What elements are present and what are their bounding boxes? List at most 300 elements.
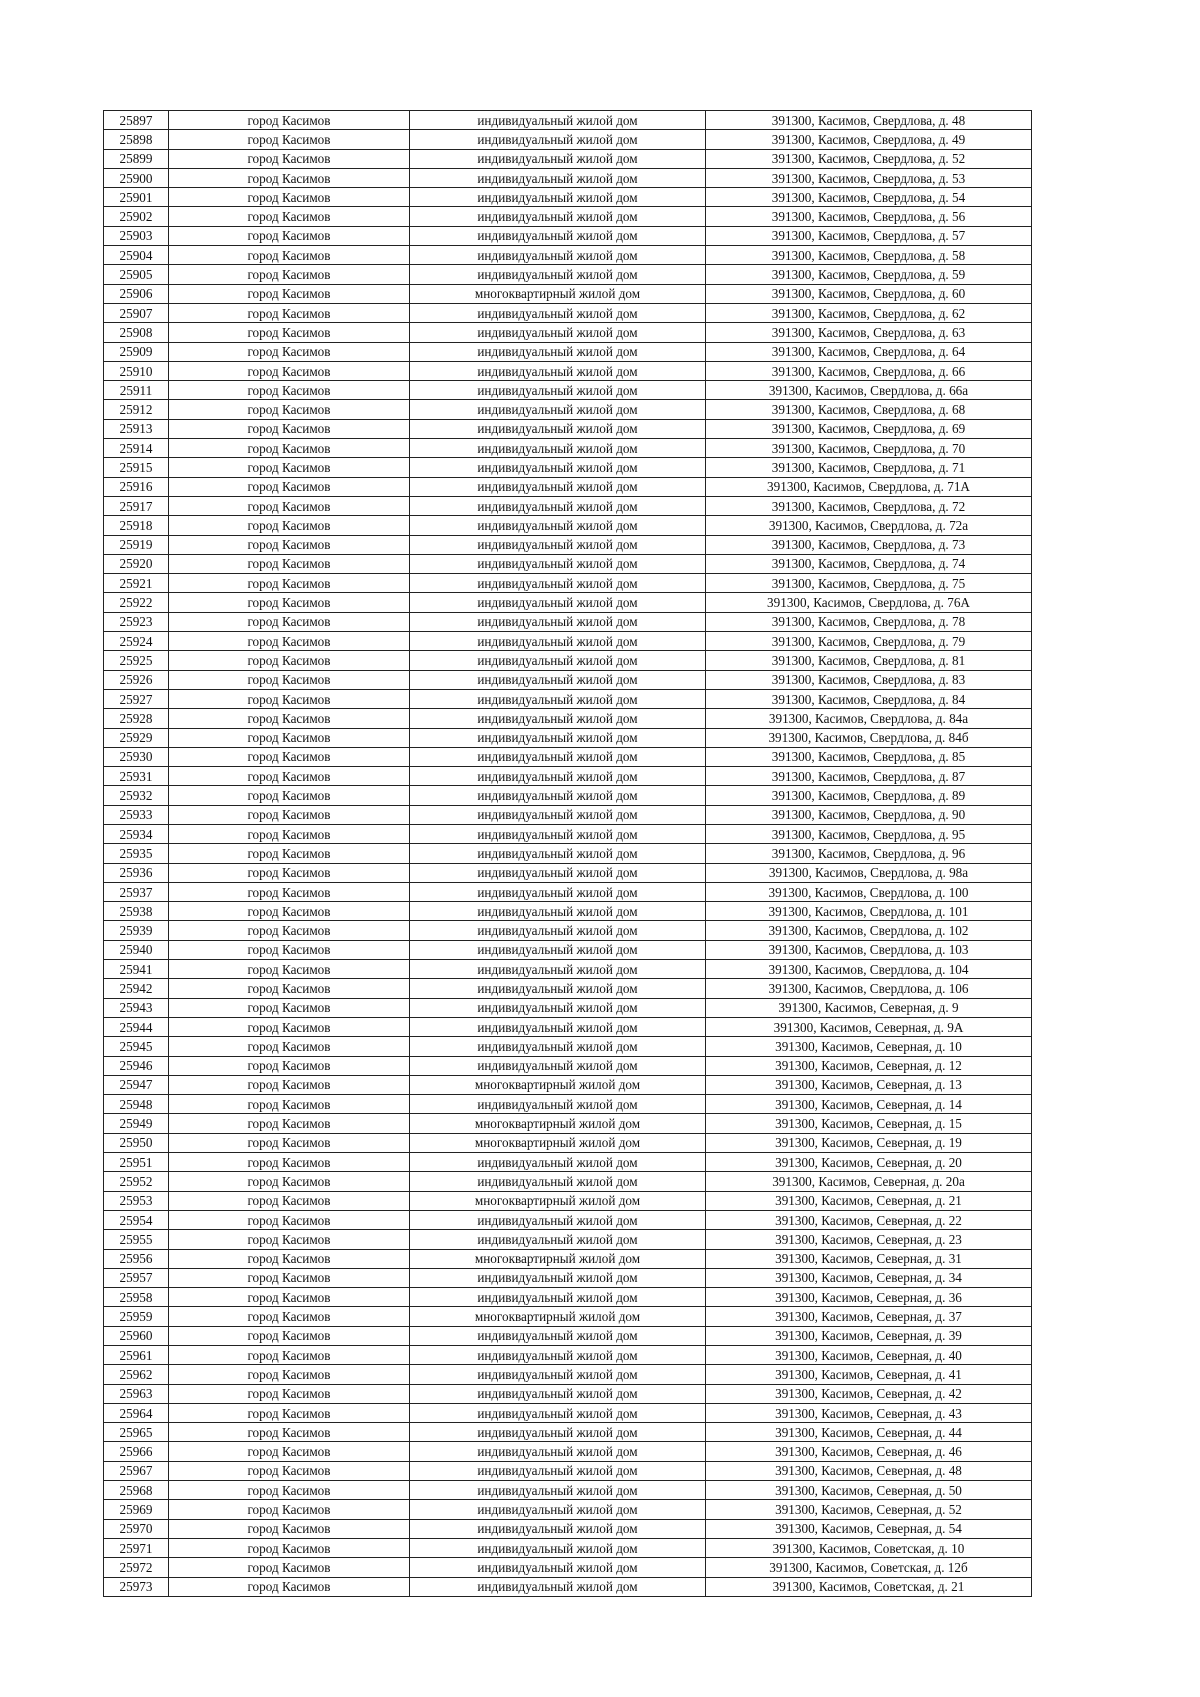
settlement-cell: город Касимов bbox=[169, 1365, 410, 1384]
building-type-cell: индивидуальный жилой дом bbox=[410, 458, 706, 477]
record-number-cell: 25956 bbox=[104, 1249, 169, 1268]
building-type-cell: индивидуальный жилой дом bbox=[410, 439, 706, 458]
table-row bbox=[104, 439, 1032, 458]
record-number-cell: 25952 bbox=[104, 1172, 169, 1191]
record-number-cell: 25907 bbox=[104, 303, 169, 322]
address-cell: 391300, Касимов, Северная, д. 21 bbox=[706, 1191, 1032, 1210]
address-cell: 391300, Касимов, Свердлова, д. 58 bbox=[706, 246, 1032, 265]
record-number-cell: 25938 bbox=[104, 902, 169, 921]
table-row bbox=[104, 1114, 1032, 1133]
table-row bbox=[104, 535, 1032, 554]
building-type-cell: индивидуальный жилой дом bbox=[410, 689, 706, 708]
address-cell: 391300, Касимов, Свердлова, д. 72 bbox=[706, 496, 1032, 515]
record-number-cell: 25958 bbox=[104, 1288, 169, 1307]
record-number-cell: 25946 bbox=[104, 1056, 169, 1075]
record-number-cell: 25935 bbox=[104, 844, 169, 863]
table-row bbox=[104, 477, 1032, 496]
table-row bbox=[104, 960, 1032, 979]
address-cell: 391300, Касимов, Свердлова, д. 87 bbox=[706, 767, 1032, 786]
building-type-cell: многоквартирный жилой дом bbox=[410, 1133, 706, 1152]
record-number-cell: 25932 bbox=[104, 786, 169, 805]
building-type-cell: индивидуальный жилой дом bbox=[410, 747, 706, 766]
settlement-cell: город Касимов bbox=[169, 863, 410, 882]
record-number-cell: 25925 bbox=[104, 651, 169, 670]
table-row bbox=[104, 342, 1032, 361]
settlement-cell: город Касимов bbox=[169, 1095, 410, 1114]
address-cell: 391300, Касимов, Свердлова, д. 59 bbox=[706, 265, 1032, 284]
record-number-cell: 25942 bbox=[104, 979, 169, 998]
record-number-cell: 25900 bbox=[104, 168, 169, 187]
record-number-cell: 25969 bbox=[104, 1500, 169, 1519]
table-row bbox=[104, 361, 1032, 380]
record-number-cell: 25928 bbox=[104, 709, 169, 728]
building-type-cell: индивидуальный жилой дом bbox=[410, 728, 706, 747]
record-number-cell: 25955 bbox=[104, 1230, 169, 1249]
address-cell: 391300, Касимов, Северная, д. 12 bbox=[706, 1056, 1032, 1075]
building-type-cell: индивидуальный жилой дом bbox=[410, 265, 706, 284]
settlement-cell: город Касимов bbox=[169, 1153, 410, 1172]
address-cell: 391300, Касимов, Северная, д. 48 bbox=[706, 1461, 1032, 1480]
address-cell: 391300, Касимов, Свердлова, д. 100 bbox=[706, 882, 1032, 901]
record-number-cell: 25970 bbox=[104, 1519, 169, 1538]
building-type-cell: индивидуальный жилой дом bbox=[410, 1210, 706, 1229]
building-type-cell: индивидуальный жилой дом bbox=[410, 1384, 706, 1403]
table-row bbox=[104, 207, 1032, 226]
settlement-cell: город Касимов bbox=[169, 284, 410, 303]
settlement-cell: город Касимов bbox=[169, 921, 410, 940]
table-row bbox=[104, 709, 1032, 728]
record-number-cell: 25963 bbox=[104, 1384, 169, 1403]
settlement-cell: город Касимов bbox=[169, 767, 410, 786]
building-type-cell: индивидуальный жилой дом bbox=[410, 612, 706, 631]
table-row bbox=[104, 1133, 1032, 1152]
settlement-cell: город Касимов bbox=[169, 670, 410, 689]
address-cell: 391300, Касимов, Свердлова, д. 78 bbox=[706, 612, 1032, 631]
address-cell: 391300, Касимов, Свердлова, д. 95 bbox=[706, 824, 1032, 843]
settlement-cell: город Касимов bbox=[169, 149, 410, 168]
building-type-cell: индивидуальный жилой дом bbox=[410, 1577, 706, 1596]
table-row bbox=[104, 1442, 1032, 1461]
table-row bbox=[104, 188, 1032, 207]
record-number-cell: 25922 bbox=[104, 593, 169, 612]
building-type-cell: индивидуальный жилой дом bbox=[410, 381, 706, 400]
address-cell: 391300, Касимов, Северная, д. 9 bbox=[706, 998, 1032, 1017]
settlement-cell: город Касимов bbox=[169, 1056, 410, 1075]
settlement-cell: город Касимов bbox=[169, 651, 410, 670]
settlement-cell: город Касимов bbox=[169, 246, 410, 265]
table-row bbox=[104, 1481, 1032, 1500]
record-number-cell: 25904 bbox=[104, 246, 169, 265]
table-row bbox=[104, 1095, 1032, 1114]
building-type-cell: индивидуальный жилой дом bbox=[410, 1461, 706, 1480]
settlement-cell: город Касимов bbox=[169, 1075, 410, 1094]
address-cell: 391300, Касимов, Советская, д. 21 bbox=[706, 1577, 1032, 1596]
table-row bbox=[104, 1210, 1032, 1229]
address-cell: 391300, Касимов, Свердлова, д. 74 bbox=[706, 554, 1032, 573]
address-registry-table bbox=[103, 110, 1032, 1597]
address-cell: 391300, Касимов, Свердлова, д. 84 bbox=[706, 689, 1032, 708]
record-number-cell: 25959 bbox=[104, 1307, 169, 1326]
settlement-cell: город Касимов bbox=[169, 458, 410, 477]
address-cell: 391300, Касимов, Свердлова, д. 106 bbox=[706, 979, 1032, 998]
address-cell: 391300, Касимов, Свердлова, д. 79 bbox=[706, 632, 1032, 651]
building-type-cell: индивидуальный жилой дом bbox=[410, 1481, 706, 1500]
settlement-cell: город Касимов bbox=[169, 593, 410, 612]
address-cell: 391300, Касимов, Свердлова, д. 52 bbox=[706, 149, 1032, 168]
settlement-cell: город Касимов bbox=[169, 168, 410, 187]
record-number-cell: 25973 bbox=[104, 1577, 169, 1596]
settlement-cell: город Касимов bbox=[169, 1442, 410, 1461]
building-type-cell: индивидуальный жилой дом bbox=[410, 863, 706, 882]
settlement-cell: город Касимов bbox=[169, 496, 410, 515]
table-row bbox=[104, 689, 1032, 708]
address-cell: 391300, Касимов, Северная, д. 43 bbox=[706, 1403, 1032, 1422]
building-type-cell: индивидуальный жилой дом bbox=[410, 574, 706, 593]
table-row bbox=[104, 767, 1032, 786]
settlement-cell: город Касимов bbox=[169, 574, 410, 593]
address-cell: 391300, Касимов, Северная, д. 23 bbox=[706, 1230, 1032, 1249]
address-cell: 391300, Касимов, Свердлова, д. 75 bbox=[706, 574, 1032, 593]
building-type-cell: многоквартирный жилой дом bbox=[410, 1191, 706, 1210]
table-row bbox=[104, 882, 1032, 901]
building-type-cell: индивидуальный жилой дом bbox=[410, 477, 706, 496]
record-number-cell: 25950 bbox=[104, 1133, 169, 1152]
address-cell: 391300, Касимов, Северная, д. 46 bbox=[706, 1442, 1032, 1461]
building-type-cell: индивидуальный жилой дом bbox=[410, 805, 706, 824]
address-cell: 391300, Касимов, Свердлова, д. 56 bbox=[706, 207, 1032, 226]
address-cell: 391300, Касимов, Северная, д. 37 bbox=[706, 1307, 1032, 1326]
record-number-cell: 25957 bbox=[104, 1268, 169, 1287]
building-type-cell: индивидуальный жилой дом bbox=[410, 786, 706, 805]
address-cell: 391300, Касимов, Северная, д. 10 bbox=[706, 1037, 1032, 1056]
settlement-cell: город Касимов bbox=[169, 632, 410, 651]
address-cell: 391300, Касимов, Свердлова, д. 63 bbox=[706, 323, 1032, 342]
settlement-cell: город Касимов bbox=[169, 1249, 410, 1268]
table-row bbox=[104, 381, 1032, 400]
settlement-cell: город Касимов bbox=[169, 1577, 410, 1596]
settlement-cell: город Касимов bbox=[169, 1461, 410, 1480]
building-type-cell: индивидуальный жилой дом bbox=[410, 323, 706, 342]
building-type-cell: индивидуальный жилой дом bbox=[410, 1538, 706, 1557]
table-row bbox=[104, 303, 1032, 322]
record-number-cell: 25913 bbox=[104, 419, 169, 438]
record-number-cell: 25924 bbox=[104, 632, 169, 651]
address-cell: 391300, Касимов, Свердлова, д. 104 bbox=[706, 960, 1032, 979]
settlement-cell: город Касимов bbox=[169, 1114, 410, 1133]
table-row bbox=[104, 728, 1032, 747]
settlement-cell: город Касимов bbox=[169, 400, 410, 419]
settlement-cell: город Касимов bbox=[169, 1423, 410, 1442]
building-type-cell: многоквартирный жилой дом bbox=[410, 284, 706, 303]
building-type-cell: индивидуальный жилой дом bbox=[410, 1365, 706, 1384]
settlement-cell: город Касимов bbox=[169, 130, 410, 149]
address-cell: 391300, Касимов, Свердлова, д. 48 bbox=[706, 111, 1032, 130]
building-type-cell: индивидуальный жилой дом bbox=[410, 632, 706, 651]
building-type-cell: индивидуальный жилой дом bbox=[410, 940, 706, 959]
building-type-cell: индивидуальный жилой дом bbox=[410, 670, 706, 689]
record-number-cell: 25945 bbox=[104, 1037, 169, 1056]
table-row bbox=[104, 612, 1032, 631]
record-number-cell: 25919 bbox=[104, 535, 169, 554]
address-cell: 391300, Касимов, Свердлова, д. 102 bbox=[706, 921, 1032, 940]
building-type-cell: индивидуальный жилой дом bbox=[410, 1153, 706, 1172]
building-type-cell: индивидуальный жилой дом bbox=[410, 767, 706, 786]
record-number-cell: 25927 bbox=[104, 689, 169, 708]
address-cell: 391300, Касимов, Свердлова, д. 49 bbox=[706, 130, 1032, 149]
table-row bbox=[104, 1577, 1032, 1596]
building-type-cell: индивидуальный жилой дом bbox=[410, 419, 706, 438]
building-type-cell: индивидуальный жилой дом bbox=[410, 1172, 706, 1191]
record-number-cell: 25936 bbox=[104, 863, 169, 882]
table-row bbox=[104, 1538, 1032, 1557]
address-cell: 391300, Касимов, Свердлова, д. 70 bbox=[706, 439, 1032, 458]
building-type-cell: индивидуальный жилой дом bbox=[410, 921, 706, 940]
address-cell: 391300, Касимов, Свердлова, д. 64 bbox=[706, 342, 1032, 361]
settlement-cell: город Касимов bbox=[169, 477, 410, 496]
settlement-cell: город Касимов bbox=[169, 1037, 410, 1056]
building-type-cell: индивидуальный жилой дом bbox=[410, 882, 706, 901]
settlement-cell: город Касимов bbox=[169, 516, 410, 535]
settlement-cell: город Касимов bbox=[169, 998, 410, 1017]
table-row bbox=[104, 747, 1032, 766]
address-cell: 391300, Касимов, Северная, д. 31 bbox=[706, 1249, 1032, 1268]
registry-table-body bbox=[104, 111, 1032, 1597]
record-number-cell: 25908 bbox=[104, 323, 169, 342]
table-row bbox=[104, 111, 1032, 130]
record-number-cell: 25948 bbox=[104, 1095, 169, 1114]
address-cell: 391300, Касимов, Северная, д. 19 bbox=[706, 1133, 1032, 1152]
building-type-cell: многоквартирный жилой дом bbox=[410, 1114, 706, 1133]
settlement-cell: город Касимов bbox=[169, 612, 410, 631]
table-row bbox=[104, 593, 1032, 612]
table-row bbox=[104, 149, 1032, 168]
building-type-cell: индивидуальный жилой дом bbox=[410, 516, 706, 535]
building-type-cell: индивидуальный жилой дом bbox=[410, 111, 706, 130]
table-row bbox=[104, 786, 1032, 805]
settlement-cell: город Касимов bbox=[169, 1500, 410, 1519]
settlement-cell: город Касимов bbox=[169, 1210, 410, 1229]
building-type-cell: индивидуальный жилой дом bbox=[410, 1095, 706, 1114]
building-type-cell: индивидуальный жилой дом bbox=[410, 342, 706, 361]
record-number-cell: 25943 bbox=[104, 998, 169, 1017]
address-cell: 391300, Касимов, Свердлова, д. 84б bbox=[706, 728, 1032, 747]
table-row bbox=[104, 1365, 1032, 1384]
table-row bbox=[104, 458, 1032, 477]
building-type-cell: индивидуальный жилой дом bbox=[410, 207, 706, 226]
address-cell: 391300, Касимов, Северная, д. 42 bbox=[706, 1384, 1032, 1403]
record-number-cell: 25944 bbox=[104, 1017, 169, 1036]
building-type-cell: индивидуальный жилой дом bbox=[410, 1442, 706, 1461]
settlement-cell: город Касимов bbox=[169, 1481, 410, 1500]
settlement-cell: город Касимов bbox=[169, 940, 410, 959]
record-number-cell: 25902 bbox=[104, 207, 169, 226]
address-cell: 391300, Касимов, Свердлова, д. 72а bbox=[706, 516, 1032, 535]
record-number-cell: 25901 bbox=[104, 188, 169, 207]
building-type-cell: индивидуальный жилой дом bbox=[410, 1037, 706, 1056]
record-number-cell: 25971 bbox=[104, 1538, 169, 1557]
settlement-cell: город Касимов bbox=[169, 689, 410, 708]
settlement-cell: город Касимов bbox=[169, 1191, 410, 1210]
table-row bbox=[104, 651, 1032, 670]
record-number-cell: 25941 bbox=[104, 960, 169, 979]
settlement-cell: город Касимов bbox=[169, 1538, 410, 1557]
table-row bbox=[104, 168, 1032, 187]
building-type-cell: индивидуальный жилой дом bbox=[410, 709, 706, 728]
settlement-cell: город Касимов bbox=[169, 381, 410, 400]
record-number-cell: 25923 bbox=[104, 612, 169, 631]
settlement-cell: город Касимов bbox=[169, 1307, 410, 1326]
settlement-cell: город Касимов bbox=[169, 265, 410, 284]
settlement-cell: город Касимов bbox=[169, 1288, 410, 1307]
record-number-cell: 25920 bbox=[104, 554, 169, 573]
settlement-cell: город Касимов bbox=[169, 805, 410, 824]
table-row bbox=[104, 130, 1032, 149]
settlement-cell: город Касимов bbox=[169, 709, 410, 728]
address-cell: 391300, Касимов, Северная, д. 40 bbox=[706, 1346, 1032, 1365]
table-row bbox=[104, 1172, 1032, 1191]
record-number-cell: 25972 bbox=[104, 1558, 169, 1577]
address-cell: 391300, Касимов, Свердлова, д. 96 bbox=[706, 844, 1032, 863]
address-cell: 391300, Касимов, Северная, д. 22 bbox=[706, 1210, 1032, 1229]
settlement-cell: город Касимов bbox=[169, 207, 410, 226]
table-row bbox=[104, 1326, 1032, 1345]
table-row bbox=[104, 940, 1032, 959]
table-row bbox=[104, 824, 1032, 843]
record-number-cell: 25918 bbox=[104, 516, 169, 535]
table-row bbox=[104, 516, 1032, 535]
settlement-cell: город Касимов bbox=[169, 979, 410, 998]
record-number-cell: 25966 bbox=[104, 1442, 169, 1461]
building-type-cell: индивидуальный жилой дом bbox=[410, 1558, 706, 1577]
table-row bbox=[104, 1384, 1032, 1403]
record-number-cell: 25934 bbox=[104, 824, 169, 843]
settlement-cell: город Касимов bbox=[169, 188, 410, 207]
record-number-cell: 25910 bbox=[104, 361, 169, 380]
settlement-cell: город Касимов bbox=[169, 824, 410, 843]
address-cell: 391300, Касимов, Свердлова, д. 103 bbox=[706, 940, 1032, 959]
building-type-cell: индивидуальный жилой дом bbox=[410, 1268, 706, 1287]
table-row bbox=[104, 979, 1032, 998]
address-cell: 391300, Касимов, Свердлова, д. 53 bbox=[706, 168, 1032, 187]
address-cell: 391300, Касимов, Свердлова, д. 71 bbox=[706, 458, 1032, 477]
address-cell: 391300, Касимов, Советская, д. 12б bbox=[706, 1558, 1032, 1577]
building-type-cell: индивидуальный жилой дом bbox=[410, 496, 706, 515]
settlement-cell: город Касимов bbox=[169, 1172, 410, 1191]
building-type-cell: индивидуальный жилой дом bbox=[410, 1500, 706, 1519]
settlement-cell: город Касимов bbox=[169, 1326, 410, 1345]
record-number-cell: 25964 bbox=[104, 1403, 169, 1422]
table-row bbox=[104, 902, 1032, 921]
record-number-cell: 25898 bbox=[104, 130, 169, 149]
table-row bbox=[104, 1346, 1032, 1365]
building-type-cell: индивидуальный жилой дом bbox=[410, 246, 706, 265]
settlement-cell: город Касимов bbox=[169, 786, 410, 805]
record-number-cell: 25903 bbox=[104, 226, 169, 245]
settlement-cell: город Касимов bbox=[169, 1230, 410, 1249]
address-cell: 391300, Касимов, Свердлова, д. 90 bbox=[706, 805, 1032, 824]
table-row bbox=[104, 1307, 1032, 1326]
address-cell: 391300, Касимов, Северная, д. 13 bbox=[706, 1075, 1032, 1094]
address-cell: 391300, Касимов, Свердлова, д. 76А bbox=[706, 593, 1032, 612]
building-type-cell: индивидуальный жилой дом bbox=[410, 998, 706, 1017]
table-row bbox=[104, 400, 1032, 419]
table-row bbox=[104, 1519, 1032, 1538]
record-number-cell: 25940 bbox=[104, 940, 169, 959]
building-type-cell: индивидуальный жилой дом bbox=[410, 824, 706, 843]
address-cell: 391300, Касимов, Свердлова, д. 98а bbox=[706, 863, 1032, 882]
building-type-cell: индивидуальный жилой дом bbox=[410, 130, 706, 149]
record-number-cell: 25937 bbox=[104, 882, 169, 901]
address-cell: 391300, Касимов, Свердлова, д. 101 bbox=[706, 902, 1032, 921]
building-type-cell: индивидуальный жилой дом bbox=[410, 1288, 706, 1307]
address-cell: 391300, Касимов, Северная, д. 52 bbox=[706, 1500, 1032, 1519]
address-cell: 391300, Касимов, Свердлова, д. 84а bbox=[706, 709, 1032, 728]
address-cell: 391300, Касимов, Свердлова, д. 69 bbox=[706, 419, 1032, 438]
settlement-cell: город Касимов bbox=[169, 1384, 410, 1403]
settlement-cell: город Касимов bbox=[169, 111, 410, 130]
record-number-cell: 25967 bbox=[104, 1461, 169, 1480]
record-number-cell: 25921 bbox=[104, 574, 169, 593]
building-type-cell: индивидуальный жилой дом bbox=[410, 979, 706, 998]
table-row bbox=[104, 844, 1032, 863]
record-number-cell: 25906 bbox=[104, 284, 169, 303]
address-cell: 391300, Касимов, Северная, д. 54 bbox=[706, 1519, 1032, 1538]
building-type-cell: индивидуальный жилой дом bbox=[410, 1423, 706, 1442]
building-type-cell: индивидуальный жилой дом bbox=[410, 361, 706, 380]
building-type-cell: индивидуальный жилой дом bbox=[410, 1230, 706, 1249]
settlement-cell: город Касимов bbox=[169, 882, 410, 901]
address-cell: 391300, Касимов, Свердлова, д. 62 bbox=[706, 303, 1032, 322]
address-cell: 391300, Касимов, Свердлова, д. 54 bbox=[706, 188, 1032, 207]
address-cell: 391300, Касимов, Свердлова, д. 57 bbox=[706, 226, 1032, 245]
record-number-cell: 25917 bbox=[104, 496, 169, 515]
settlement-cell: город Касимов bbox=[169, 1558, 410, 1577]
building-type-cell: индивидуальный жилой дом bbox=[410, 149, 706, 168]
table-row bbox=[104, 246, 1032, 265]
settlement-cell: город Касимов bbox=[169, 303, 410, 322]
record-number-cell: 25947 bbox=[104, 1075, 169, 1094]
settlement-cell: город Касимов bbox=[169, 1133, 410, 1152]
table-row bbox=[104, 1230, 1032, 1249]
settlement-cell: город Касимов bbox=[169, 554, 410, 573]
address-cell: 391300, Касимов, Северная, д. 34 bbox=[706, 1268, 1032, 1287]
building-type-cell: индивидуальный жилой дом bbox=[410, 1346, 706, 1365]
record-number-cell: 25962 bbox=[104, 1365, 169, 1384]
building-type-cell: индивидуальный жилой дом bbox=[410, 844, 706, 863]
address-cell: 391300, Касимов, Свердлова, д. 89 bbox=[706, 786, 1032, 805]
building-type-cell: индивидуальный жилой дом bbox=[410, 188, 706, 207]
table-row bbox=[104, 1249, 1032, 1268]
building-type-cell: индивидуальный жилой дом bbox=[410, 554, 706, 573]
record-number-cell: 25909 bbox=[104, 342, 169, 361]
building-type-cell: индивидуальный жилой дом bbox=[410, 1326, 706, 1345]
table-row bbox=[104, 998, 1032, 1017]
settlement-cell: город Касимов bbox=[169, 1346, 410, 1365]
settlement-cell: город Касимов bbox=[169, 361, 410, 380]
table-row bbox=[104, 1075, 1032, 1094]
record-number-cell: 25965 bbox=[104, 1423, 169, 1442]
table-row bbox=[104, 921, 1032, 940]
building-type-cell: индивидуальный жилой дом bbox=[410, 168, 706, 187]
record-number-cell: 25961 bbox=[104, 1346, 169, 1365]
address-cell: 391300, Касимов, Свердлова, д. 83 bbox=[706, 670, 1032, 689]
table-row bbox=[104, 1461, 1032, 1480]
table-row bbox=[104, 1037, 1032, 1056]
address-cell: 391300, Касимов, Свердлова, д. 71А bbox=[706, 477, 1032, 496]
table-row bbox=[104, 574, 1032, 593]
building-type-cell: многоквартирный жилой дом bbox=[410, 1307, 706, 1326]
record-number-cell: 25899 bbox=[104, 149, 169, 168]
